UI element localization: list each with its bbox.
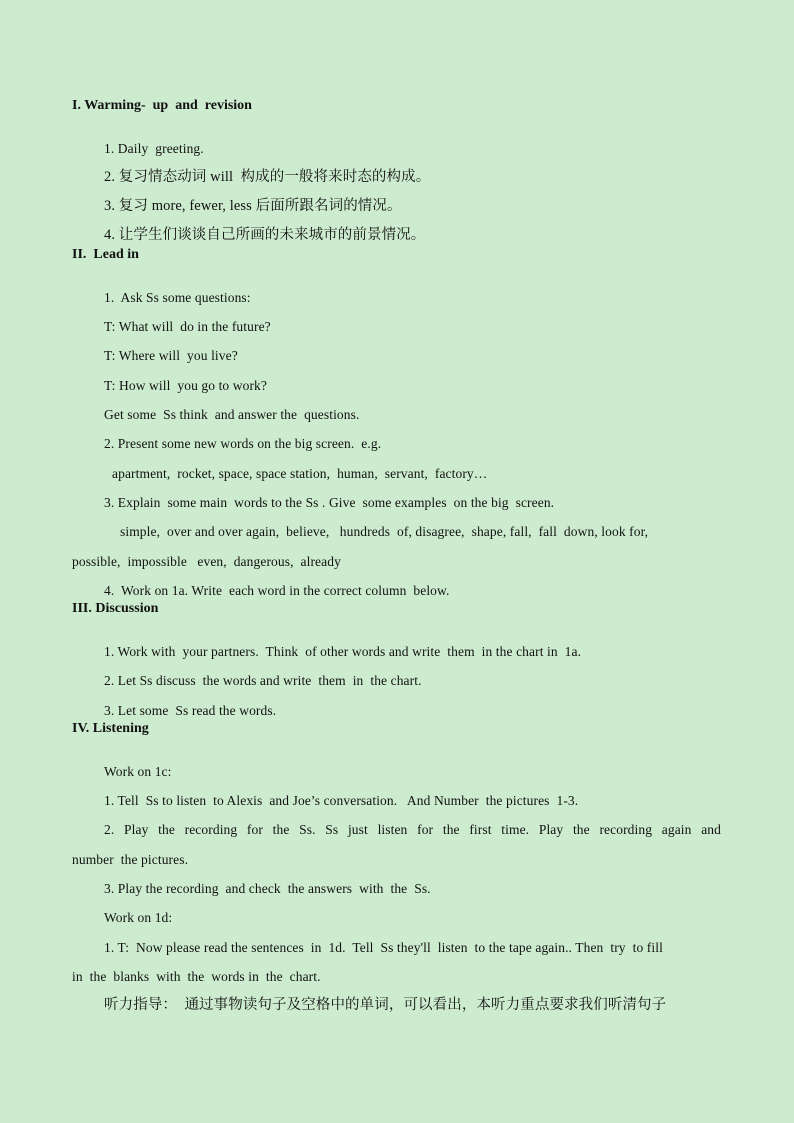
text-line: 2. 复习情态动词 will 构成的一般将来时态的构成。 [104,169,431,185]
text-line: 3. Explain some main words to the Ss . Give some examples on the big screen. [104,495,555,510]
text-line: Work on 1d: [104,910,173,925]
text-line: simple, over and over again, believe, hundreds of, disagree, shape, fall, fall down, look for, [120,524,649,539]
text-line: T: What will do in the future? [104,319,271,334]
text-line: 3. Play the recording and check the answers with the Ss. [104,881,431,896]
text-line: 3. 复习 more, fewer, less 后面所跟名词的情况。 [104,198,402,214]
text-line: 1. Tell Ss to listen to Alexis and Joe’s conversation. And Number the pictures 1-3. [104,793,579,808]
text-line: 3. Let some Ss read the words. [104,703,277,718]
text-line: 2. Present some new words on the big screen. e.g. [104,436,382,451]
text-line: number the pictures. [72,852,189,867]
text-line: T: How will you go to work? [104,378,267,393]
text-line: 4. 让学生们谈谈自己所画的未来城市的前景情况。 [104,227,426,243]
text-line: possible, impossible even, dangerous, already [72,554,341,569]
text-line: 1. T: Now please read the sentences in 1d. Tell Ss they'll listen to the tape again.. Then try to fill [104,940,663,955]
text-line: in the blanks with the words in the chart. [72,969,321,984]
text-line: 1. Daily greeting. [104,141,204,156]
text-line: 1. Work with your partners. Think of other words and write them in the chart in 1a. [104,644,582,659]
text-line: apartment, rocket, space, space station, human, servant, factory… [112,466,488,481]
section-heading-warming-up: I. Warming- up and revision [72,98,252,113]
text-line: 2. Play the recording for the Ss. Ss just listen for the first time. Play the recording again and [104,822,721,837]
text-line: Get some Ss think and answer the questions. [104,407,360,422]
text-line: Work on 1c: [104,764,172,779]
text-line: 听力指导： 通过事物读句子及空格中的单词，可以看出，本听力重点要求我们听清句子 [104,997,667,1013]
section-heading-lead-in: II. Lead in [72,247,139,262]
section-heading-listening: IV. Listening [72,721,149,736]
text-line: 4. Work on 1a. Write each word in the correct column below. [104,583,450,598]
section-heading-discussion: III. Discussion [72,601,159,616]
text-line: 2. Let Ss discuss the words and write them in the chart. [104,673,422,688]
text-line: T: Where will you live? [104,348,238,363]
text-line: 1. Ask Ss some questions: [104,290,251,305]
